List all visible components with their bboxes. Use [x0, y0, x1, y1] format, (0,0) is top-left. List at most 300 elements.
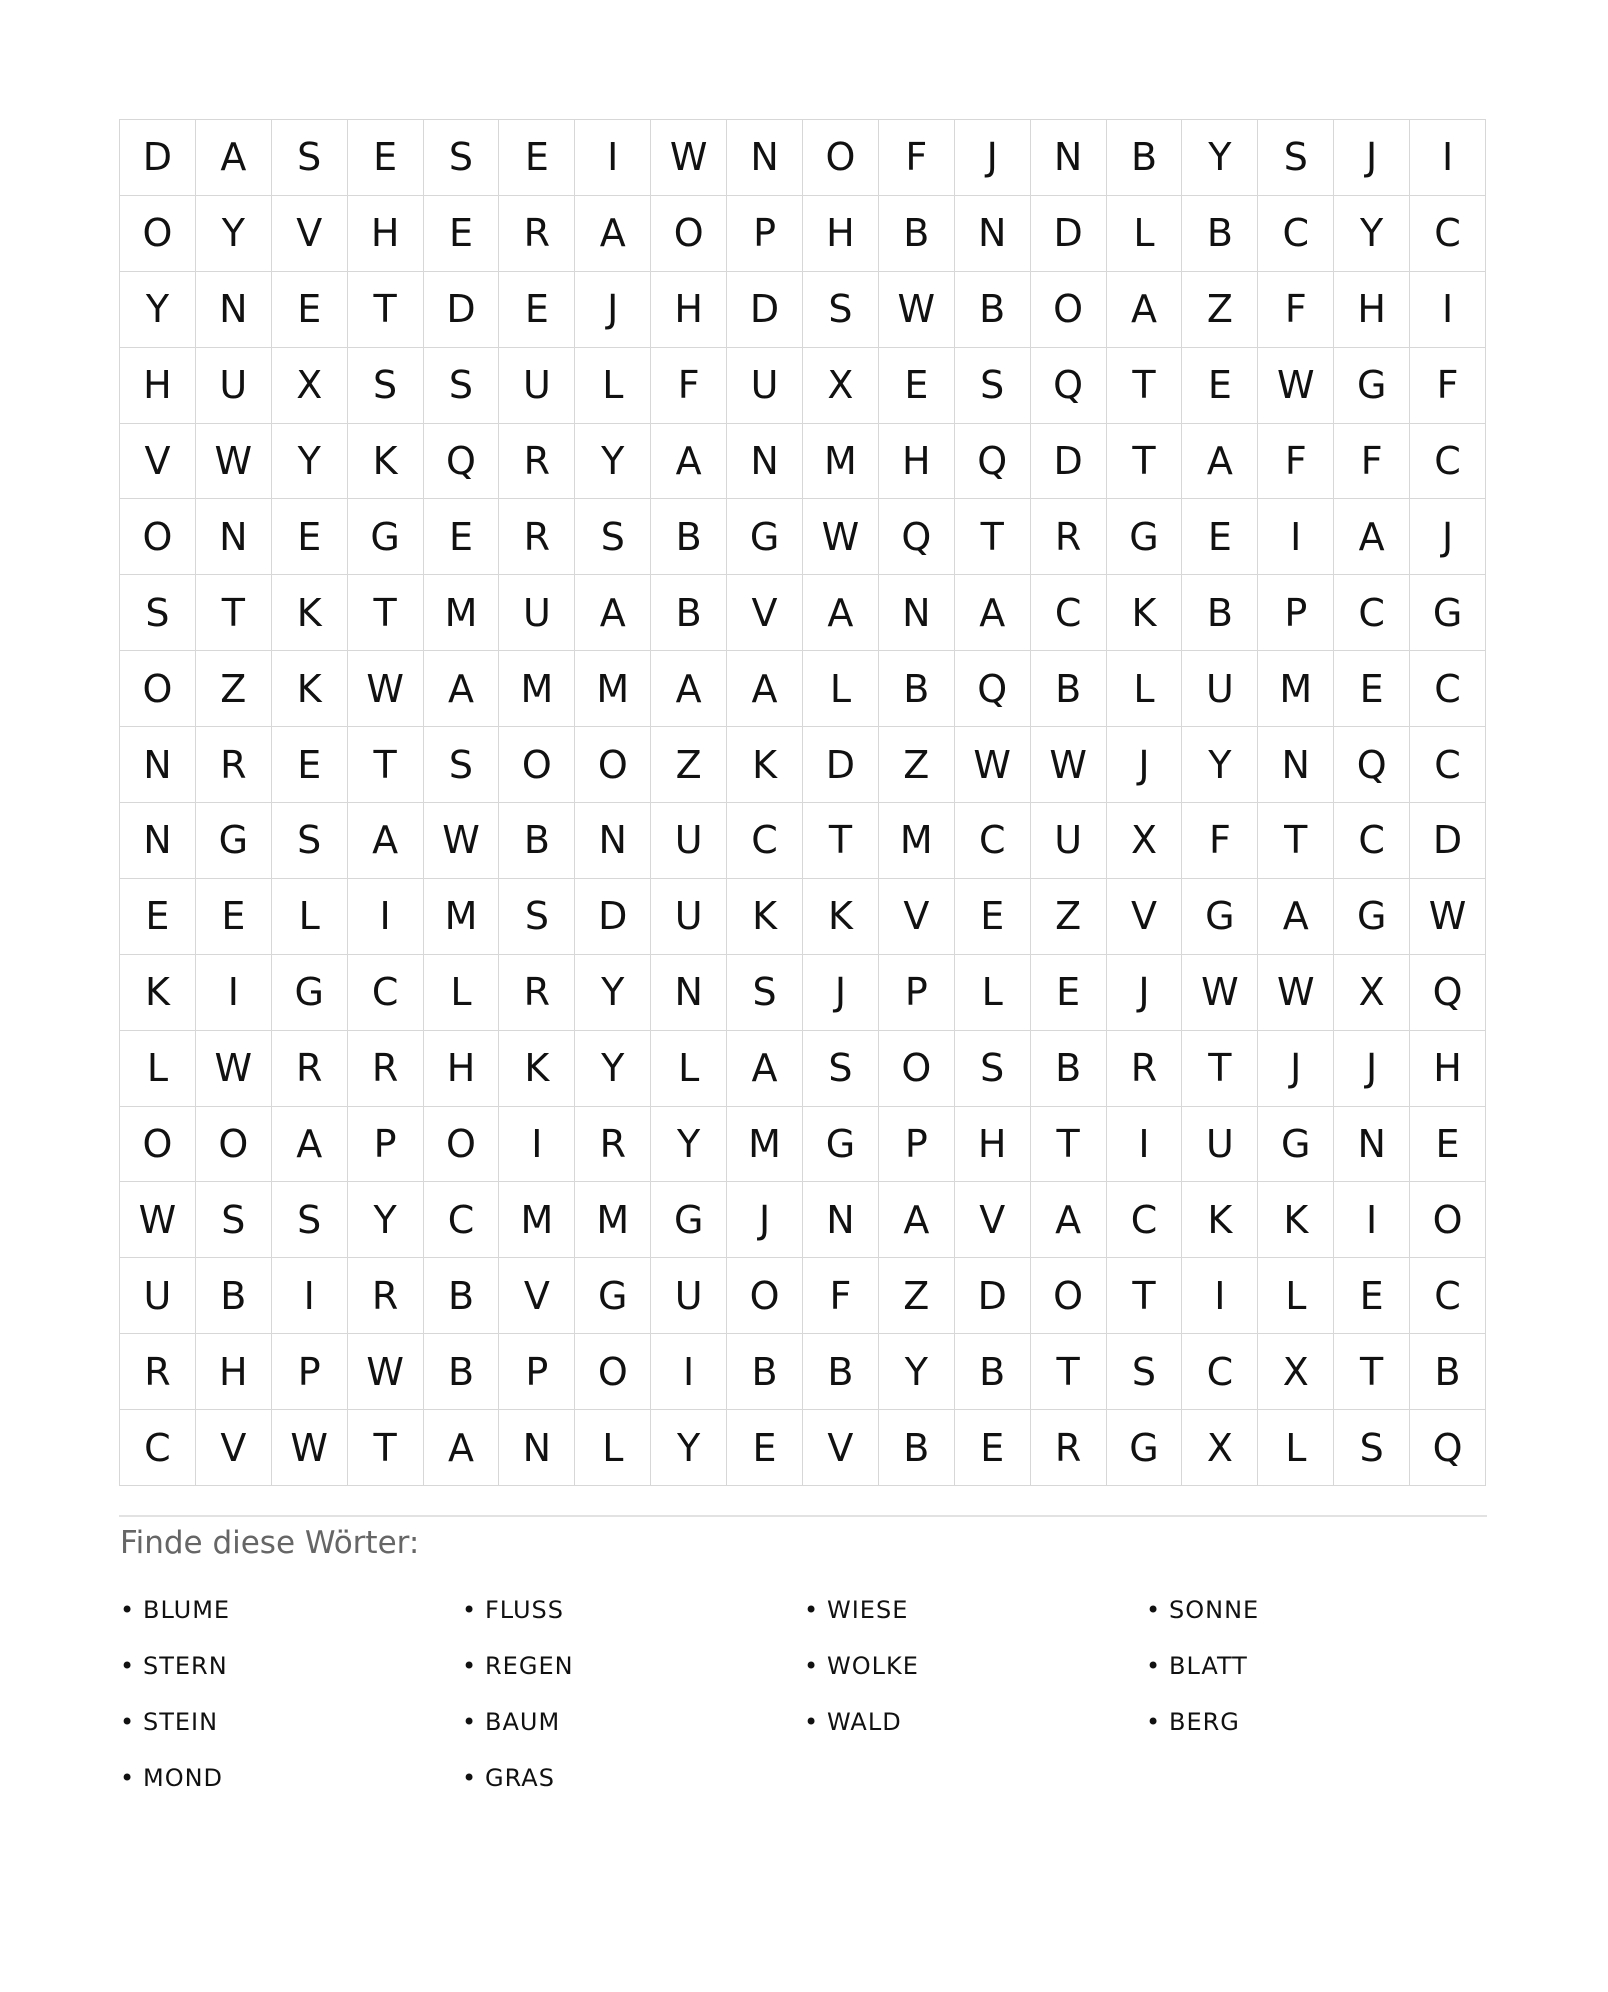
- grid-cell[interactable]: P: [879, 955, 955, 1031]
- grid-cell[interactable]: T: [348, 272, 424, 348]
- grid-cell[interactable]: K: [1107, 575, 1183, 651]
- grid-cell[interactable]: K: [1258, 1182, 1334, 1258]
- grid-cell[interactable]: V: [196, 1410, 272, 1486]
- grid-cell[interactable]: W: [955, 727, 1031, 803]
- grid-cell[interactable]: M: [575, 651, 651, 727]
- grid-cell[interactable]: B: [803, 1334, 879, 1410]
- grid-cell[interactable]: R: [348, 1258, 424, 1334]
- grid-cell[interactable]: F: [1410, 348, 1486, 424]
- grid-cell[interactable]: U: [727, 348, 803, 424]
- grid-cell[interactable]: J: [1107, 955, 1183, 1031]
- grid-cell[interactable]: S: [803, 1031, 879, 1107]
- grid-cell[interactable]: W: [120, 1182, 196, 1258]
- grid-cell[interactable]: W: [196, 424, 272, 500]
- grid-cell[interactable]: E: [955, 879, 1031, 955]
- grid-cell[interactable]: O: [803, 120, 879, 196]
- grid-cell[interactable]: T: [803, 803, 879, 879]
- grid-cell[interactable]: R: [499, 196, 575, 272]
- grid-cell[interactable]: K: [272, 575, 348, 651]
- grid-cell[interactable]: M: [879, 803, 955, 879]
- grid-cell[interactable]: M: [575, 1182, 651, 1258]
- grid-cell[interactable]: B: [424, 1334, 500, 1410]
- grid-cell[interactable]: N: [196, 499, 272, 575]
- grid-cell[interactable]: D: [1031, 424, 1107, 500]
- grid-cell[interactable]: Y: [651, 1107, 727, 1183]
- grid-cell[interactable]: Z: [879, 727, 955, 803]
- grid-cell[interactable]: X: [1107, 803, 1183, 879]
- grid-cell[interactable]: L: [424, 955, 500, 1031]
- grid-cell[interactable]: B: [727, 1334, 803, 1410]
- grid-cell[interactable]: E: [499, 120, 575, 196]
- grid-cell[interactable]: E: [1334, 1258, 1410, 1334]
- grid-cell[interactable]: T: [1107, 348, 1183, 424]
- grid-cell[interactable]: T: [1258, 803, 1334, 879]
- grid-cell[interactable]: Q: [955, 424, 1031, 500]
- grid-cell[interactable]: Y: [348, 1182, 424, 1258]
- grid-cell[interactable]: H: [1410, 1031, 1486, 1107]
- grid-cell[interactable]: A: [727, 651, 803, 727]
- grid-cell[interactable]: Y: [272, 424, 348, 500]
- grid-cell[interactable]: U: [499, 575, 575, 651]
- grid-cell[interactable]: S: [727, 955, 803, 1031]
- grid-cell[interactable]: O: [727, 1258, 803, 1334]
- grid-cell[interactable]: K: [1182, 1182, 1258, 1258]
- grid-cell[interactable]: E: [424, 499, 500, 575]
- grid-cell[interactable]: O: [575, 727, 651, 803]
- grid-cell[interactable]: T: [1107, 1258, 1183, 1334]
- grid-cell[interactable]: P: [1258, 575, 1334, 651]
- grid-cell[interactable]: I: [1334, 1182, 1410, 1258]
- grid-cell[interactable]: B: [499, 803, 575, 879]
- grid-cell[interactable]: I: [1410, 272, 1486, 348]
- grid-cell[interactable]: E: [499, 272, 575, 348]
- grid-cell[interactable]: V: [1107, 879, 1183, 955]
- grid-cell[interactable]: H: [651, 272, 727, 348]
- grid-cell[interactable]: I: [575, 120, 651, 196]
- grid-cell[interactable]: T: [196, 575, 272, 651]
- grid-cell[interactable]: C: [1410, 1258, 1486, 1334]
- grid-cell[interactable]: D: [1031, 196, 1107, 272]
- grid-cell[interactable]: Z: [879, 1258, 955, 1334]
- grid-cell[interactable]: B: [955, 272, 1031, 348]
- grid-cell[interactable]: S: [424, 348, 500, 424]
- grid-cell[interactable]: B: [651, 499, 727, 575]
- grid-cell[interactable]: S: [575, 499, 651, 575]
- grid-cell[interactable]: E: [955, 1410, 1031, 1486]
- grid-cell[interactable]: U: [1182, 651, 1258, 727]
- grid-cell[interactable]: C: [1410, 651, 1486, 727]
- grid-cell[interactable]: A: [424, 1410, 500, 1486]
- grid-cell[interactable]: K: [803, 879, 879, 955]
- grid-cell[interactable]: O: [120, 1107, 196, 1183]
- grid-cell[interactable]: D: [803, 727, 879, 803]
- grid-cell[interactable]: N: [1334, 1107, 1410, 1183]
- grid-cell[interactable]: X: [1258, 1334, 1334, 1410]
- grid-cell[interactable]: P: [499, 1334, 575, 1410]
- grid-cell[interactable]: E: [272, 499, 348, 575]
- grid-cell[interactable]: Y: [879, 1334, 955, 1410]
- grid-cell[interactable]: E: [120, 879, 196, 955]
- grid-cell[interactable]: S: [499, 879, 575, 955]
- grid-cell[interactable]: E: [1031, 955, 1107, 1031]
- grid-cell[interactable]: N: [120, 727, 196, 803]
- grid-cell[interactable]: N: [1031, 120, 1107, 196]
- grid-cell[interactable]: J: [1107, 727, 1183, 803]
- grid-cell[interactable]: B: [879, 1410, 955, 1486]
- grid-cell[interactable]: J: [1258, 1031, 1334, 1107]
- grid-cell[interactable]: B: [955, 1334, 1031, 1410]
- grid-cell[interactable]: O: [120, 196, 196, 272]
- grid-cell[interactable]: O: [1031, 1258, 1107, 1334]
- grid-cell[interactable]: M: [499, 1182, 575, 1258]
- grid-cell[interactable]: N: [727, 424, 803, 500]
- grid-cell[interactable]: N: [803, 1182, 879, 1258]
- grid-cell[interactable]: Q: [1031, 348, 1107, 424]
- grid-cell[interactable]: J: [1334, 1031, 1410, 1107]
- grid-cell[interactable]: E: [1182, 348, 1258, 424]
- grid-cell[interactable]: Z: [196, 651, 272, 727]
- grid-cell[interactable]: T: [955, 499, 1031, 575]
- grid-cell[interactable]: Y: [651, 1410, 727, 1486]
- grid-cell[interactable]: B: [879, 651, 955, 727]
- grid-cell[interactable]: L: [1107, 651, 1183, 727]
- grid-cell[interactable]: T: [1107, 424, 1183, 500]
- grid-cell[interactable]: B: [196, 1258, 272, 1334]
- grid-cell[interactable]: O: [120, 499, 196, 575]
- grid-cell[interactable]: S: [272, 1182, 348, 1258]
- grid-cell[interactable]: X: [1334, 955, 1410, 1031]
- grid-cell[interactable]: A: [803, 575, 879, 651]
- grid-cell[interactable]: C: [1031, 575, 1107, 651]
- grid-cell[interactable]: H: [424, 1031, 500, 1107]
- grid-cell[interactable]: Y: [575, 955, 651, 1031]
- grid-cell[interactable]: J: [955, 120, 1031, 196]
- grid-cell[interactable]: X: [803, 348, 879, 424]
- grid-cell[interactable]: G: [1107, 499, 1183, 575]
- grid-cell[interactable]: A: [575, 196, 651, 272]
- grid-cell[interactable]: Y: [196, 196, 272, 272]
- grid-cell[interactable]: E: [727, 1410, 803, 1486]
- grid-cell[interactable]: M: [424, 575, 500, 651]
- grid-cell[interactable]: N: [499, 1410, 575, 1486]
- grid-cell[interactable]: O: [651, 196, 727, 272]
- grid-cell[interactable]: M: [727, 1107, 803, 1183]
- grid-cell[interactable]: C: [1410, 196, 1486, 272]
- grid-cell[interactable]: G: [727, 499, 803, 575]
- grid-cell[interactable]: V: [120, 424, 196, 500]
- grid-cell[interactable]: N: [727, 120, 803, 196]
- grid-cell[interactable]: B: [1031, 1031, 1107, 1107]
- grid-cell[interactable]: C: [1334, 803, 1410, 879]
- grid-cell[interactable]: W: [272, 1410, 348, 1486]
- grid-cell[interactable]: C: [1334, 575, 1410, 651]
- grid-cell[interactable]: K: [727, 727, 803, 803]
- grid-cell[interactable]: S: [196, 1182, 272, 1258]
- grid-cell[interactable]: O: [1410, 1182, 1486, 1258]
- grid-cell[interactable]: D: [727, 272, 803, 348]
- grid-cell[interactable]: M: [499, 651, 575, 727]
- grid-cell[interactable]: N: [575, 803, 651, 879]
- grid-cell[interactable]: C: [1258, 196, 1334, 272]
- grid-cell[interactable]: Y: [1182, 120, 1258, 196]
- grid-cell[interactable]: V: [803, 1410, 879, 1486]
- grid-cell[interactable]: B: [1182, 575, 1258, 651]
- grid-cell[interactable]: D: [955, 1258, 1031, 1334]
- grid-cell[interactable]: A: [651, 651, 727, 727]
- grid-cell[interactable]: W: [424, 803, 500, 879]
- grid-cell[interactable]: U: [1031, 803, 1107, 879]
- grid-cell[interactable]: Y: [1334, 196, 1410, 272]
- grid-cell[interactable]: G: [803, 1107, 879, 1183]
- grid-cell[interactable]: W: [1258, 955, 1334, 1031]
- grid-cell[interactable]: U: [499, 348, 575, 424]
- grid-cell[interactable]: Q: [1410, 955, 1486, 1031]
- grid-cell[interactable]: M: [424, 879, 500, 955]
- grid-cell[interactable]: D: [575, 879, 651, 955]
- grid-cell[interactable]: Q: [955, 651, 1031, 727]
- grid-cell[interactable]: L: [803, 651, 879, 727]
- grid-cell[interactable]: W: [1410, 879, 1486, 955]
- grid-cell[interactable]: R: [575, 1107, 651, 1183]
- grid-cell[interactable]: I: [1410, 120, 1486, 196]
- grid-cell[interactable]: G: [575, 1258, 651, 1334]
- grid-cell[interactable]: W: [879, 272, 955, 348]
- grid-cell[interactable]: S: [803, 272, 879, 348]
- grid-cell[interactable]: C: [1410, 424, 1486, 500]
- grid-cell[interactable]: S: [955, 1031, 1031, 1107]
- grid-cell[interactable]: G: [651, 1182, 727, 1258]
- grid-cell[interactable]: K: [348, 424, 424, 500]
- grid-cell[interactable]: T: [1031, 1334, 1107, 1410]
- grid-cell[interactable]: W: [1258, 348, 1334, 424]
- grid-cell[interactable]: I: [272, 1258, 348, 1334]
- grid-cell[interactable]: J: [575, 272, 651, 348]
- grid-cell[interactable]: N: [196, 272, 272, 348]
- grid-cell[interactable]: V: [955, 1182, 1031, 1258]
- grid-cell[interactable]: H: [879, 424, 955, 500]
- grid-cell[interactable]: A: [727, 1031, 803, 1107]
- grid-cell[interactable]: L: [1258, 1410, 1334, 1486]
- grid-cell[interactable]: B: [651, 575, 727, 651]
- grid-cell[interactable]: G: [1107, 1410, 1183, 1486]
- grid-cell[interactable]: J: [1410, 499, 1486, 575]
- grid-cell[interactable]: O: [196, 1107, 272, 1183]
- grid-cell[interactable]: A: [1107, 272, 1183, 348]
- grid-cell[interactable]: K: [727, 879, 803, 955]
- grid-cell[interactable]: O: [879, 1031, 955, 1107]
- grid-cell[interactable]: C: [1410, 727, 1486, 803]
- grid-cell[interactable]: F: [651, 348, 727, 424]
- grid-cell[interactable]: I: [499, 1107, 575, 1183]
- grid-cell[interactable]: J: [1334, 120, 1410, 196]
- grid-cell[interactable]: I: [196, 955, 272, 1031]
- grid-cell[interactable]: U: [1182, 1107, 1258, 1183]
- grid-cell[interactable]: R: [499, 499, 575, 575]
- grid-cell[interactable]: R: [499, 424, 575, 500]
- grid-cell[interactable]: W: [1182, 955, 1258, 1031]
- grid-cell[interactable]: D: [424, 272, 500, 348]
- grid-cell[interactable]: H: [348, 196, 424, 272]
- grid-cell[interactable]: R: [1031, 1410, 1107, 1486]
- grid-cell[interactable]: M: [1258, 651, 1334, 727]
- grid-cell[interactable]: U: [651, 1258, 727, 1334]
- grid-cell[interactable]: F: [1258, 424, 1334, 500]
- grid-cell[interactable]: E: [1334, 651, 1410, 727]
- grid-cell[interactable]: W: [803, 499, 879, 575]
- grid-cell[interactable]: C: [955, 803, 1031, 879]
- grid-cell[interactable]: G: [272, 955, 348, 1031]
- grid-cell[interactable]: U: [651, 879, 727, 955]
- grid-cell[interactable]: A: [1334, 499, 1410, 575]
- grid-cell[interactable]: O: [499, 727, 575, 803]
- grid-cell[interactable]: W: [651, 120, 727, 196]
- grid-cell[interactable]: W: [348, 1334, 424, 1410]
- grid-cell[interactable]: N: [651, 955, 727, 1031]
- grid-cell[interactable]: B: [1182, 196, 1258, 272]
- grid-cell[interactable]: N: [1258, 727, 1334, 803]
- grid-cell[interactable]: L: [575, 1410, 651, 1486]
- grid-cell[interactable]: O: [1031, 272, 1107, 348]
- grid-cell[interactable]: R: [499, 955, 575, 1031]
- grid-cell[interactable]: I: [1182, 1258, 1258, 1334]
- grid-cell[interactable]: G: [196, 803, 272, 879]
- grid-cell[interactable]: X: [1182, 1410, 1258, 1486]
- grid-cell[interactable]: S: [120, 575, 196, 651]
- grid-cell[interactable]: N: [879, 575, 955, 651]
- grid-cell[interactable]: P: [348, 1107, 424, 1183]
- grid-cell[interactable]: U: [120, 1258, 196, 1334]
- grid-cell[interactable]: E: [196, 879, 272, 955]
- grid-cell[interactable]: S: [1258, 120, 1334, 196]
- grid-cell[interactable]: E: [272, 272, 348, 348]
- grid-cell[interactable]: Y: [1182, 727, 1258, 803]
- grid-cell[interactable]: I: [1258, 499, 1334, 575]
- grid-cell[interactable]: J: [803, 955, 879, 1031]
- grid-cell[interactable]: C: [120, 1410, 196, 1486]
- grid-cell[interactable]: F: [803, 1258, 879, 1334]
- grid-cell[interactable]: C: [348, 955, 424, 1031]
- grid-cell[interactable]: S: [272, 803, 348, 879]
- grid-cell[interactable]: K: [499, 1031, 575, 1107]
- grid-cell[interactable]: B: [1107, 120, 1183, 196]
- grid-cell[interactable]: E: [272, 727, 348, 803]
- grid-cell[interactable]: E: [348, 120, 424, 196]
- grid-cell[interactable]: Y: [120, 272, 196, 348]
- grid-cell[interactable]: L: [1107, 196, 1183, 272]
- grid-cell[interactable]: L: [955, 955, 1031, 1031]
- grid-cell[interactable]: G: [1410, 575, 1486, 651]
- grid-cell[interactable]: R: [272, 1031, 348, 1107]
- grid-cell[interactable]: L: [575, 348, 651, 424]
- grid-cell[interactable]: T: [1334, 1334, 1410, 1410]
- grid-cell[interactable]: A: [955, 575, 1031, 651]
- grid-cell[interactable]: T: [1031, 1107, 1107, 1183]
- grid-cell[interactable]: A: [1258, 879, 1334, 955]
- grid-cell[interactable]: C: [1107, 1182, 1183, 1258]
- grid-cell[interactable]: G: [1182, 879, 1258, 955]
- grid-cell[interactable]: T: [348, 727, 424, 803]
- grid-cell[interactable]: T: [1182, 1031, 1258, 1107]
- grid-cell[interactable]: B: [1031, 651, 1107, 727]
- grid-cell[interactable]: Q: [879, 499, 955, 575]
- grid-cell[interactable]: E: [1410, 1107, 1486, 1183]
- grid-cell[interactable]: S: [1107, 1334, 1183, 1410]
- grid-cell[interactable]: M: [803, 424, 879, 500]
- grid-cell[interactable]: Q: [1334, 727, 1410, 803]
- grid-cell[interactable]: K: [120, 955, 196, 1031]
- grid-cell[interactable]: V: [727, 575, 803, 651]
- grid-cell[interactable]: E: [879, 348, 955, 424]
- grid-cell[interactable]: Y: [575, 1031, 651, 1107]
- grid-cell[interactable]: O: [120, 651, 196, 727]
- grid-cell[interactable]: Q: [1410, 1410, 1486, 1486]
- grid-cell[interactable]: S: [272, 120, 348, 196]
- grid-cell[interactable]: O: [424, 1107, 500, 1183]
- grid-cell[interactable]: C: [424, 1182, 500, 1258]
- grid-cell[interactable]: H: [196, 1334, 272, 1410]
- grid-cell[interactable]: L: [651, 1031, 727, 1107]
- grid-cell[interactable]: K: [272, 651, 348, 727]
- grid-cell[interactable]: S: [424, 727, 500, 803]
- grid-cell[interactable]: F: [1182, 803, 1258, 879]
- grid-cell[interactable]: L: [1258, 1258, 1334, 1334]
- grid-cell[interactable]: N: [955, 196, 1031, 272]
- grid-cell[interactable]: T: [348, 1410, 424, 1486]
- grid-cell[interactable]: I: [1107, 1107, 1183, 1183]
- grid-cell[interactable]: G: [1334, 348, 1410, 424]
- grid-cell[interactable]: B: [879, 196, 955, 272]
- grid-cell[interactable]: H: [120, 348, 196, 424]
- grid-cell[interactable]: S: [1334, 1410, 1410, 1486]
- grid-cell[interactable]: Z: [651, 727, 727, 803]
- grid-cell[interactable]: S: [348, 348, 424, 424]
- grid-cell[interactable]: C: [727, 803, 803, 879]
- grid-cell[interactable]: N: [120, 803, 196, 879]
- grid-cell[interactable]: I: [348, 879, 424, 955]
- grid-cell[interactable]: R: [1107, 1031, 1183, 1107]
- grid-cell[interactable]: C: [1182, 1334, 1258, 1410]
- grid-cell[interactable]: W: [348, 651, 424, 727]
- grid-cell[interactable]: H: [955, 1107, 1031, 1183]
- grid-cell[interactable]: A: [651, 424, 727, 500]
- grid-cell[interactable]: R: [1031, 499, 1107, 575]
- grid-cell[interactable]: A: [424, 651, 500, 727]
- grid-cell[interactable]: V: [499, 1258, 575, 1334]
- grid-cell[interactable]: A: [348, 803, 424, 879]
- grid-cell[interactable]: A: [272, 1107, 348, 1183]
- grid-cell[interactable]: R: [196, 727, 272, 803]
- grid-cell[interactable]: Z: [1182, 272, 1258, 348]
- grid-cell[interactable]: V: [879, 879, 955, 955]
- grid-cell[interactable]: P: [879, 1107, 955, 1183]
- grid-cell[interactable]: V: [272, 196, 348, 272]
- grid-cell[interactable]: F: [1334, 424, 1410, 500]
- grid-cell[interactable]: A: [1031, 1182, 1107, 1258]
- grid-cell[interactable]: Q: [424, 424, 500, 500]
- grid-cell[interactable]: W: [196, 1031, 272, 1107]
- grid-cell[interactable]: U: [196, 348, 272, 424]
- grid-cell[interactable]: A: [575, 575, 651, 651]
- grid-cell[interactable]: T: [348, 575, 424, 651]
- grid-cell[interactable]: U: [651, 803, 727, 879]
- grid-cell[interactable]: W: [1031, 727, 1107, 803]
- grid-cell[interactable]: G: [1258, 1107, 1334, 1183]
- grid-cell[interactable]: B: [1410, 1334, 1486, 1410]
- grid-cell[interactable]: S: [424, 120, 500, 196]
- grid-cell[interactable]: P: [727, 196, 803, 272]
- grid-cell[interactable]: G: [1334, 879, 1410, 955]
- grid-cell[interactable]: L: [272, 879, 348, 955]
